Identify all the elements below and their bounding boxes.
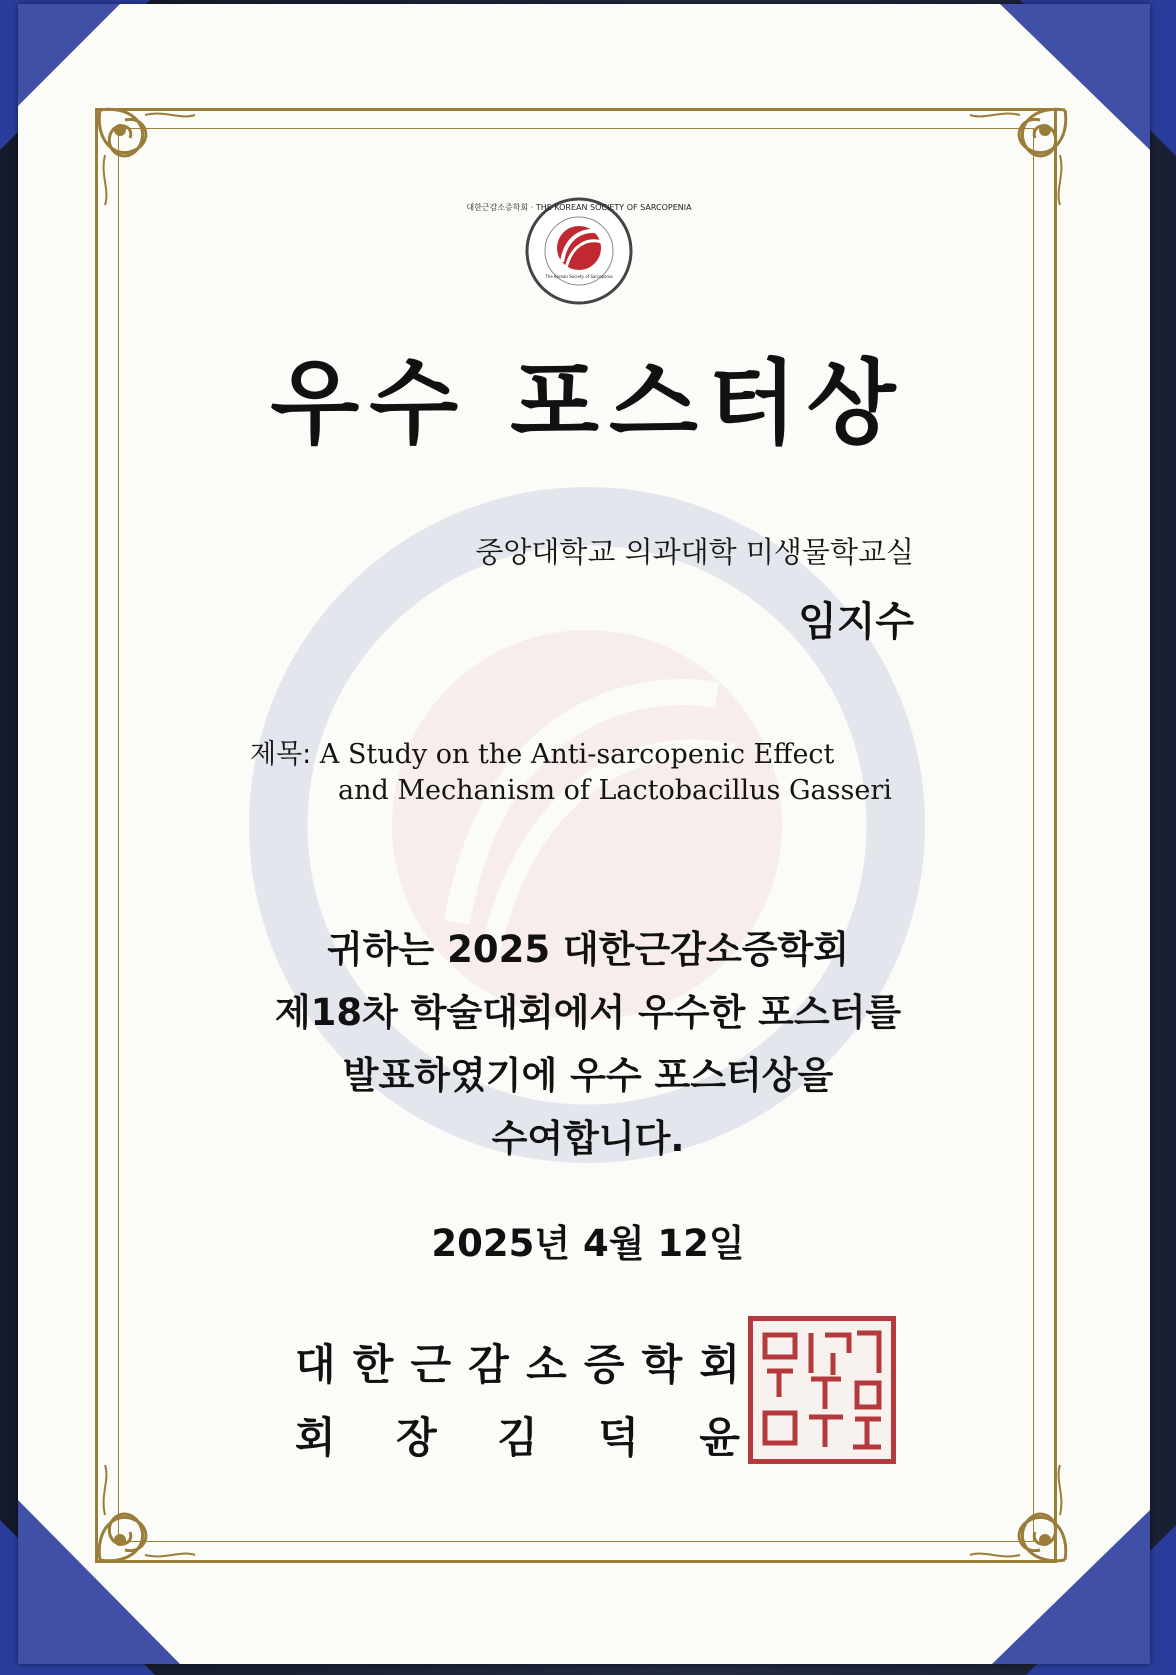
subject-line-1: A Study on the Anti-sarcopenic Effect (319, 739, 835, 770)
award-title: 우수 포스터상 (270, 350, 906, 457)
statement-line: 제18차 학술대회에서 우수한 포스터를 (274, 991, 902, 1034)
society-char: 증 (583, 1340, 625, 1389)
recipient-name: 임지수 (798, 599, 914, 645)
award-date: 2025년 4월 12일 (431, 1222, 745, 1265)
poster-subject (250, 737, 950, 809)
society-char: 소 (526, 1340, 567, 1389)
subject-label: 제목: (250, 739, 312, 770)
society-char: 근 (410, 1340, 452, 1389)
society-char: 감 (468, 1340, 509, 1389)
ornament-bottom-right-icon (965, 1460, 1075, 1570)
official-seal-stamp (748, 1316, 896, 1464)
seal-glyphs-icon (753, 1321, 891, 1459)
president-name (295, 1405, 740, 1465)
award-statement (0, 918, 1176, 1170)
society-char: 학 (641, 1340, 683, 1389)
society-logo-icon (466, 196, 692, 306)
logo-text-english: The Korean Society of Sarcopenia (545, 274, 613, 279)
society-char: 대 (295, 1340, 336, 1389)
ornament-top-right-icon (965, 100, 1075, 210)
president-char: 덕 (598, 1413, 639, 1462)
society-name (295, 1332, 740, 1392)
statement-line: 수여합니다. (491, 1117, 685, 1160)
recipient-affiliation: 중앙대학교 의과대학 미생물학교실 (475, 535, 914, 569)
society-char: 한 (352, 1340, 394, 1389)
ornament-top-left-icon (90, 100, 200, 210)
president-char: 김 (497, 1413, 538, 1462)
subject-line-2: and Mechanism of Lactobacillus Gasseri (338, 775, 892, 806)
statement-line: 귀하는 2025 대한근감소증학회 (327, 928, 849, 971)
logo-text-korean: 대한근감소증학회 · THE KOREAN SOCIETY OF SARCOPENIA (466, 203, 692, 212)
ornament-bottom-left-icon (90, 1460, 200, 1570)
president-char: 장 (396, 1413, 437, 1462)
statement-line: 발표하였기에 우수 포스터상을 (342, 1054, 834, 1097)
president-char: 회 (295, 1413, 336, 1462)
society-char: 회 (699, 1340, 740, 1389)
president-char: 윤 (699, 1413, 740, 1462)
